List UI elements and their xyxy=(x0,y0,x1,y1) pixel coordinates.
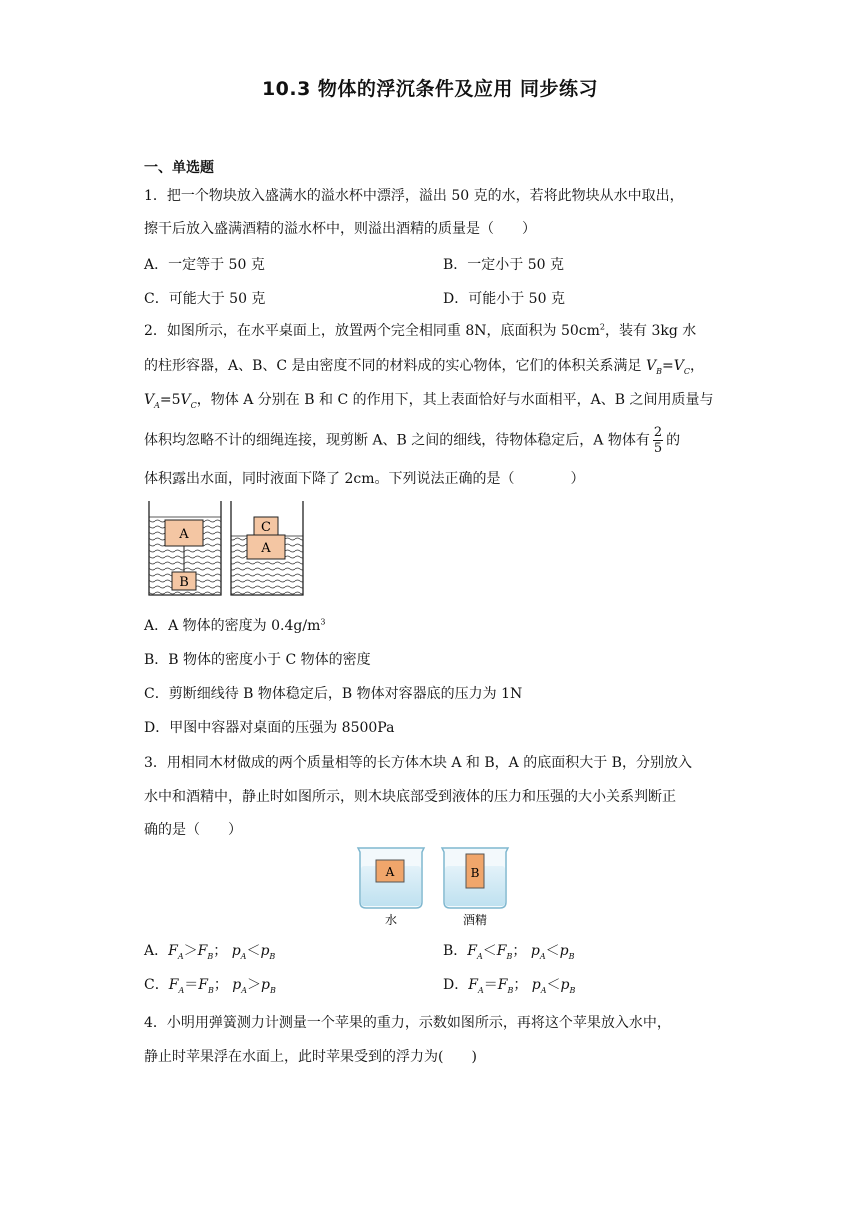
q2-stem-line3: $V_A=5V_C$，物体 A 分别在 B 和 C 的作用下，其上表面恰好与水面相平，A、B 之间用质量与 xyxy=(144,392,714,410)
q1-option-c: C．可能大于 50 克 xyxy=(144,291,266,307)
q3-option-b: B．$F_A<F_B$； $p_A<p_B$ xyxy=(443,943,575,961)
q3-stem-line2: 水中和酒精中，静止时如图所示，则木块底部受到液体的压力和压强的大小关系判断正 xyxy=(144,789,676,805)
q1-option-b: B．一定小于 50 克 xyxy=(443,257,565,273)
section-heading: 一、单选题 xyxy=(144,160,214,176)
q2-stem-line4: 体积均忽略不计的细绳连接，现剪断 A、B 之间的细线，待物体稳定后，A 物体有 $\frac{2}{5}$ 的 xyxy=(144,425,681,456)
q2-option-a: A．A 物体的密度为 $0.4g/m^3$ xyxy=(144,617,326,634)
q2-option-c: C．剪断细线待 B 物体稳定后，B 物体对容器底的压力为 1N xyxy=(144,686,523,702)
q3-figure-beakers xyxy=(354,844,514,930)
beaker-alcohol xyxy=(442,848,508,908)
q1-stem-line1: 1．把一个物块放入盛满水的溢水杯中漂浮，溢出 50 克的水，若将此物块从水中取出， xyxy=(144,188,684,204)
container-left xyxy=(149,501,221,595)
q1-option-d: D．可能小于 50 克 xyxy=(443,291,565,307)
q1-stem-line2: 擦干后放入盛满酒精的溢水杯中，则溢出酒精的质量是（ ） xyxy=(144,221,536,237)
q4-stem-line2: 静止时苹果浮在水面上，此时苹果受到的浮力为( ) xyxy=(144,1049,477,1065)
svg-text:A: A xyxy=(261,541,271,556)
q2-stem-line5: 体积露出水面，同时液面下降了 2cm。下列说法正确的是（ ） xyxy=(144,471,585,487)
beaker-water xyxy=(358,848,424,908)
q2-stem-line1: 2．如图所示，在水平桌面上，放置两个完全相同重 8N，底面积为 $50cm^2$，装有 3kg 水 xyxy=(144,322,697,339)
q3-option-c: C．$F_A=F_B$； $p_A>p_B$ xyxy=(144,977,276,995)
container-right xyxy=(231,501,303,595)
q4-stem-line1: 4．小明用弹簧测力计测量一个苹果的重力，示数如图所示，再将这个苹果放入水中， xyxy=(144,1015,671,1031)
svg-text:A: A xyxy=(385,865,395,879)
q3-option-d: D．$F_A=F_B$； $p_A<p_B$ xyxy=(443,977,576,995)
svg-text:B: B xyxy=(179,575,189,590)
fraction-two-fifths: $\frac{2}{5}$ xyxy=(653,425,663,456)
q2-stem-line2: 的柱形容器，A、B、C 是由密度不同的材料成的实心物体，它们的体积关系满足 $V_B=V_C$， xyxy=(144,358,704,376)
q2-option-b: B．B 物体的密度小于 C 物体的密度 xyxy=(144,652,371,668)
svg-text:C: C xyxy=(261,520,271,535)
svg-text:A: A xyxy=(179,527,189,542)
q1-option-a: A．一定等于 50 克 xyxy=(144,257,265,273)
svg-text:B: B xyxy=(470,866,480,880)
q3-stem-line3: 确的是（ ） xyxy=(144,822,242,838)
q3-stem-line1: 3．用相同木材做成的两个质量相等的长方体木块 A 和 B，A 的底面积大于 B，分别放入 xyxy=(144,755,692,771)
q2-figure-containers xyxy=(145,500,310,600)
caption-alcohol: 酒精 xyxy=(462,913,488,927)
q2-option-d: D．甲图中容器对桌面的压强为 8500Pa xyxy=(144,720,395,736)
caption-water: 水 xyxy=(384,913,398,927)
q3-option-a: A．$F_A>F_B$； $p_A<p_B$ xyxy=(144,943,276,961)
page-title: 10.3 物体的浮沉条件及应用 同步练习 xyxy=(261,78,599,100)
